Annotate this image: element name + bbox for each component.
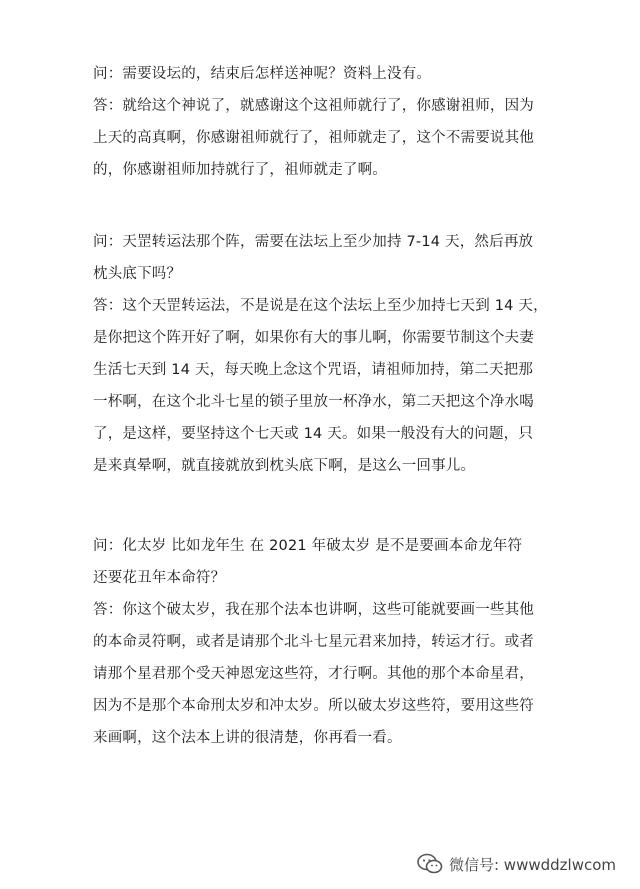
text-line: 一杯啊，在这个北斗七星的锁子里放一杯净水，第二天把这个净水喝 (93, 394, 534, 410)
watermark-text: 微信号: wwwddzlwcom (448, 855, 616, 874)
qa-block-1 (93, 58, 553, 186)
text-line: 答：你这个破太岁，我在那个法本也讲啊，这些可能就要画一些其他 (93, 602, 534, 618)
text-line: 的本命灵符啊，或者是请那个北斗七星元君来加持，转运才行。或者 (93, 634, 534, 650)
text-line: 问：化太岁 比如龙年生 在 2021 年破太岁 是不是要画本命龙年符 (93, 538, 523, 554)
text-line: 枕头底下吗？ (93, 266, 182, 282)
text-line: 上天的高真啊，你感谢祖师就行了，祖师就走了，这个不需要说其他 (93, 130, 534, 146)
text-line: 答：就给这个神说了，就感谢这个这祖师就行了，你感谢祖师，因为 (93, 98, 534, 114)
text-line: 因为不是那个本命刑太岁和冲太岁。所以破太岁这些符，要用这些符 (93, 698, 534, 714)
text-line: 答：这个天罡转运法，不是说是在这个法坛上至少加持七天到 14 天， (93, 298, 548, 314)
wechat-watermark (417, 853, 616, 875)
text-line: 是来真晕啊，就直接就放到枕头底下啊，是这么一回事儿。 (93, 458, 476, 474)
text-line: 生活七天到 14 天，每天晚上念这个咒语，请祖师加持，第二天把那 (93, 362, 534, 378)
text-line: 问：天罡转运法那个阵，需要在法坛上至少加持 7-14 天，然后再放 (93, 234, 534, 250)
text-line: 是你把这个阵开好了啊，如果你有大的事儿啊，你需要节制这个夫妻 (93, 330, 534, 346)
text-line: 来画啊，这个法本上讲的很清楚，你再看一看。 (93, 730, 402, 746)
wechat-icon (417, 853, 443, 875)
qa-block-3 (93, 530, 553, 754)
text-line: 问：需要设坛的，结束后怎样送神呢？资料上没有。 (93, 66, 432, 82)
text-line: 请那个星君那个受天神恩宠这些符，才行啊。其他的那个本命星君， (93, 666, 534, 682)
text-line: 的，你感谢祖师加持就行了，祖师就走了啊。 (93, 162, 387, 178)
text-line: 还要花丑年本命符？ (93, 570, 226, 586)
text-line: 了，是这样，要坚持这个七天或 14 天。如果一般没有大的问题，只 (93, 426, 534, 442)
qa-block-2 (93, 226, 553, 482)
